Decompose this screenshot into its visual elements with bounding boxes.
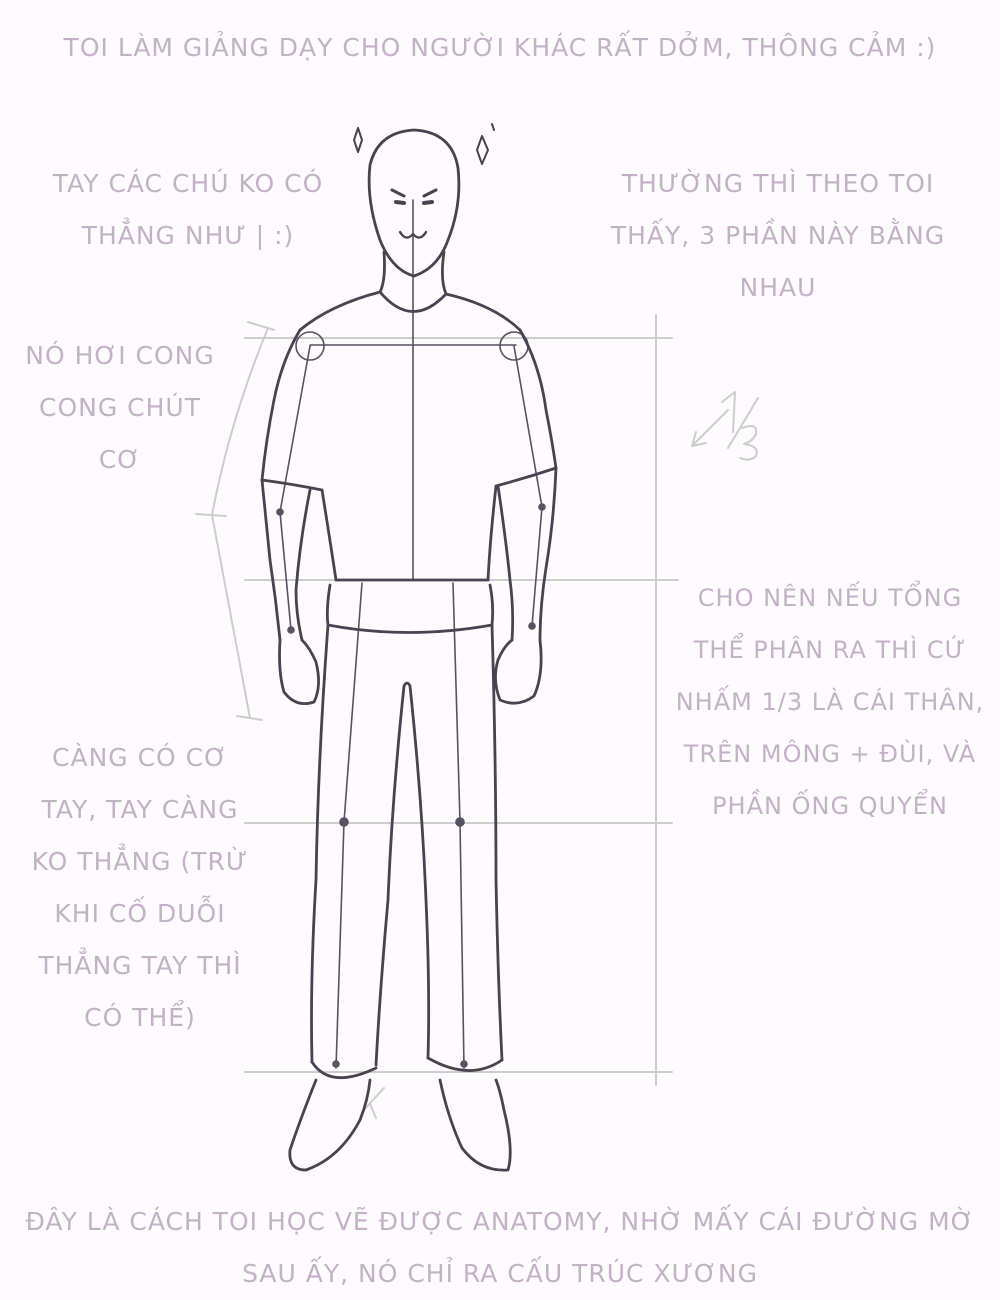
right-arm-bone — [514, 346, 542, 626]
left-elbow-dot — [277, 509, 283, 515]
left-forearm-inner — [296, 490, 310, 640]
neck-left — [380, 252, 385, 292]
bracket-tick-top — [248, 322, 274, 330]
left-sleeve-hem — [262, 480, 322, 490]
left-foot — [290, 1080, 370, 1170]
skeleton-lines — [277, 200, 545, 1068]
note-muscle-arm: CÀNG CÓ CƠ TAY, TAY CÀNG KO THẲNG (TRỪ KHI CỐ DUỖI THẲNG TAY THÌ CÓ THỂ) — [31, 743, 249, 1032]
right-shoulder — [446, 294, 556, 468]
header-note: TOI LÀM GIẢNG DẠY CHO NGƯỜI KHÁC RẤT DỞM, THÔNG CẢM :) — [63, 33, 937, 62]
right-forearm-inner — [498, 486, 513, 640]
left-leg-bone — [336, 583, 362, 1068]
note-three-parts-equal: THƯỜNG THÌ THEO TOI THẤY, 3 PHẦN NÀY BẰNG NHAU — [610, 169, 946, 302]
one-third-arrow — [692, 410, 728, 446]
right-knee-dot — [456, 818, 464, 826]
right-eyebrow — [424, 190, 436, 196]
right-upper-arm-outer — [540, 468, 556, 640]
waistband — [327, 585, 492, 633]
crotch — [404, 683, 410, 686]
left-knee-dot — [340, 818, 348, 826]
neck-right — [442, 252, 446, 294]
footer-note: ĐÂY LÀ CÁCH TOI HỌC VẼ ĐƯỢC ANATOMY, NHỜ MẤY CÁI ĐƯỜNG MỜ SAU ẤY, NÓ CHỈ RA CẤU TRÚC XƯƠNG — [25, 1207, 975, 1288]
left-ankle-dot — [333, 1061, 339, 1067]
left-wrist-dot — [288, 627, 294, 633]
arm-curve-bracket — [212, 328, 268, 718]
guide-lines — [196, 315, 758, 1118]
left-leg-outer — [312, 625, 329, 1062]
one-third-mark — [722, 392, 758, 460]
bracket-tick-mid — [196, 514, 226, 516]
head-outline — [369, 130, 459, 276]
sparkle-right-icon — [477, 124, 494, 164]
left-hand — [280, 640, 319, 704]
left-cuff — [312, 1062, 376, 1078]
right-sleeve-hem — [496, 468, 556, 486]
left-eye — [396, 202, 404, 203]
left-leg-inner — [376, 686, 404, 1065]
sparkle-left-icon — [354, 128, 362, 152]
right-ankle-dot — [461, 1061, 467, 1067]
right-eye — [424, 202, 432, 203]
left-torso-side — [322, 490, 336, 580]
right-leg-inner — [410, 686, 429, 1058]
left-eyebrow — [392, 190, 404, 196]
right-hand — [495, 640, 541, 703]
left-upper-arm-outer — [262, 480, 280, 640]
figure-outline — [262, 124, 556, 1170]
right-foot — [440, 1080, 510, 1170]
right-wrist-dot — [529, 623, 535, 629]
right-torso-side — [488, 486, 496, 580]
right-elbow-dot — [539, 504, 545, 510]
note-arm-not-straight: TAY CÁC CHÚ KO CÓ THẲNG NHƯ | :) — [52, 169, 324, 250]
note-proportion: CHO NÊN NẾU TỔNG THỂ PHÂN RA THÌ CỨ NHẤM 1/3 LÀ CÁI THÂN, TRÊN MÔNG + ĐÙI, VÀ PHẦN ỐNG QUYỂN — [675, 584, 985, 820]
note-slightly-curved: NÓ HƠI CONG CONG CHÚT CƠ — [25, 341, 215, 474]
left-shoulder — [262, 292, 380, 480]
